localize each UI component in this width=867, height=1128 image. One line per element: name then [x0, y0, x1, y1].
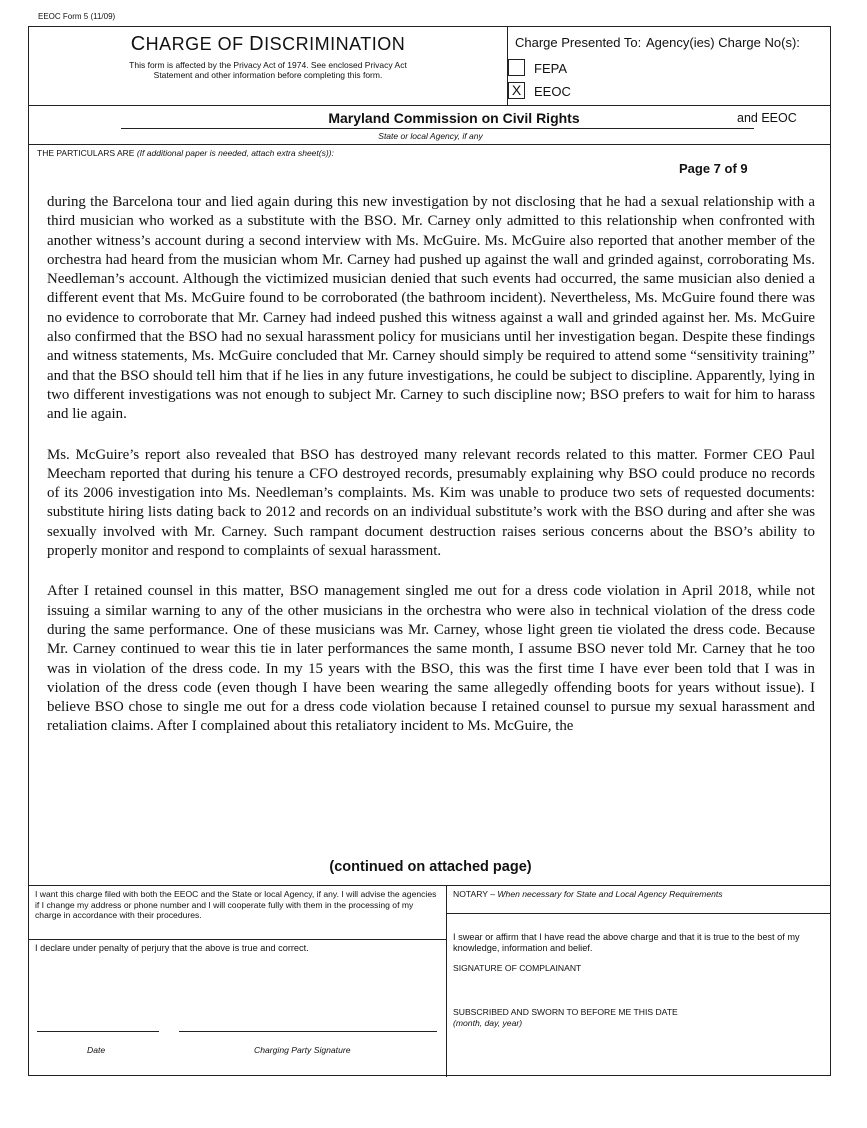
paragraph: during the Barcelona tour and lied again during this new investigation by not disclosing that he had a sexual relationship with a third musician who worked as a substitute with the BSO. Mr. Carney only admitted to this relationship when confronted with another witness’s account during a second interview with Ms. McGuire. Ms. McGuire also reported that another member of the orchestra had heard from the musician whom Mr. Carney had pushed up against the wall and grinded against, corroborating Ms. Needleman’s account. Although the victimized musician denied that such events had occurred, the same musician also denied a different event that Ms. McGuire found to be corroborated (the bathroom incident). Nevertheless, Ms. McGuire found there was no evidence to corroborate that Mr. Carney had indeed pushed this witness against a wall and grinded against her. Ms. McGuire also confirmed that the BSO had no sexual harassment policy for musicians until her investigation began. Despite these findings and witness statements, Ms. McGuire concluded that Mr. Carney should simply be required to attend some “sensitivity training” and that the BSO should tell him that if he lies in any future investigations, he could be subject to discipline. Apparently, lying in two different investigations was not enough to subject Mr. Carney to such discipline now; BSO prefers to wait for him to harass and lie again.	[47, 194, 815, 423]
date-label: Date	[87, 1045, 106, 1055]
form-frame	[28, 26, 831, 1076]
continued-note: (continued on attached page)	[329, 859, 532, 875]
signature-line[interactable]	[179, 1031, 437, 1032]
date-line[interactable]	[37, 1031, 159, 1032]
notary-text: NOTARY – When necessary for State and Local Agency Requirements	[453, 889, 723, 899]
eeoc-checkbox[interactable]: X	[508, 82, 525, 99]
swear-text: I swear or affirm that I have read the above charge and that it is true to the best of my knowledge, information and belief.	[453, 932, 800, 953]
eeoc-label: EEOC	[534, 84, 571, 99]
and-eeoc: and EEOC	[737, 111, 797, 125]
particulars-label: THE PARTICULARS ARE (If additional paper is needed, attach extra sheet(s)):	[37, 148, 334, 158]
signature-complainant-label: SIGNATURE OF COMPLAINANT	[453, 963, 582, 973]
particulars-body	[47, 193, 815, 758]
form-id: EEOC Form 5 (11/09)	[38, 12, 116, 21]
agency-charge-no-label: Agency(ies) Charge No(s):	[646, 35, 800, 50]
state-agency-name: Maryland Commission on Civil Rights	[328, 110, 580, 126]
paragraph: Ms. McGuire’s report also revealed that BSO has destroyed many relevant records related to this matter. Former CEO Paul Meecham reported that during his tenure a CFO destroyed records, presumably explaining why BSO could produce no records of its 2006 investigation into Ms. Needleman’s complaints. Ms. Kim was unable to produce two sets of requested documents: substitute hiring lists dating back to 2012 and records on an individual substitute’s work with the BSO during and after she was sexually involved with Mr. Carney. Such rampant document destruction raises serious concerns about the BSO’s ability to properly monitor and respond to complaints of sexual harassment.	[47, 446, 815, 560]
page-number: Page 7 of 9	[679, 161, 748, 176]
file-with-agencies-text: I want this charge filed with both the EEOC and the State or local Agency, if any. I will advise the agencies if I change my address or phone number and I will cooperate fully with them in the processing of my charge in accordance with their procedures.	[35, 889, 437, 920]
charging-party-signature-label: Charging Party Signature	[254, 1045, 351, 1055]
fepa-label: FEPA	[534, 61, 567, 76]
privacy-notice: This form is affected by the Privacy Act of 1974. See enclosed Privacy Act Statement and other information before completing this form.	[129, 60, 407, 80]
paragraph: After I retained counsel in this matter, BSO management singled me out for a dress code violation in April 2018, while not issuing a similar warning to any of the other musicians in the orchestra who were also in technical violation of the dress code during the same performance. One of these musicians was Mr. Carney, whose light green tie violated the dress code. Because Mr. Carney continued to wear this tie in later performances the same month, I assume BSO never told Mr. Carney that he too was in violation of the dress code. In my 15 years with the BSO, this was the first time I have ever been told that I was in violation of the dress code (even though I have been wearing the same allegedly offending boots for years without issue). I believe BSO chose to single me out for a dress code violation because I retained counsel to pursue my sexual harassment and retaliation claims. After I complained about this retaliatory incident to Ms. McGuire, the	[47, 583, 815, 735]
declare-text: I declare under penalty of perjury that the above is true and correct.	[35, 943, 309, 953]
agency-underline	[121, 128, 754, 129]
subscribed-label: SUBSCRIBED AND SWORN TO BEFORE ME THIS DATE	[453, 1007, 678, 1017]
subscribed-note: (month, day, year)	[453, 1018, 523, 1028]
charge-presented-label: Charge Presented To:	[515, 35, 642, 50]
agency-subtitle: State or local Agency, if any	[378, 131, 483, 141]
form-title: CHARGE OF DISCRIMINATION	[130, 33, 406, 55]
fepa-checkbox[interactable]	[508, 59, 525, 76]
